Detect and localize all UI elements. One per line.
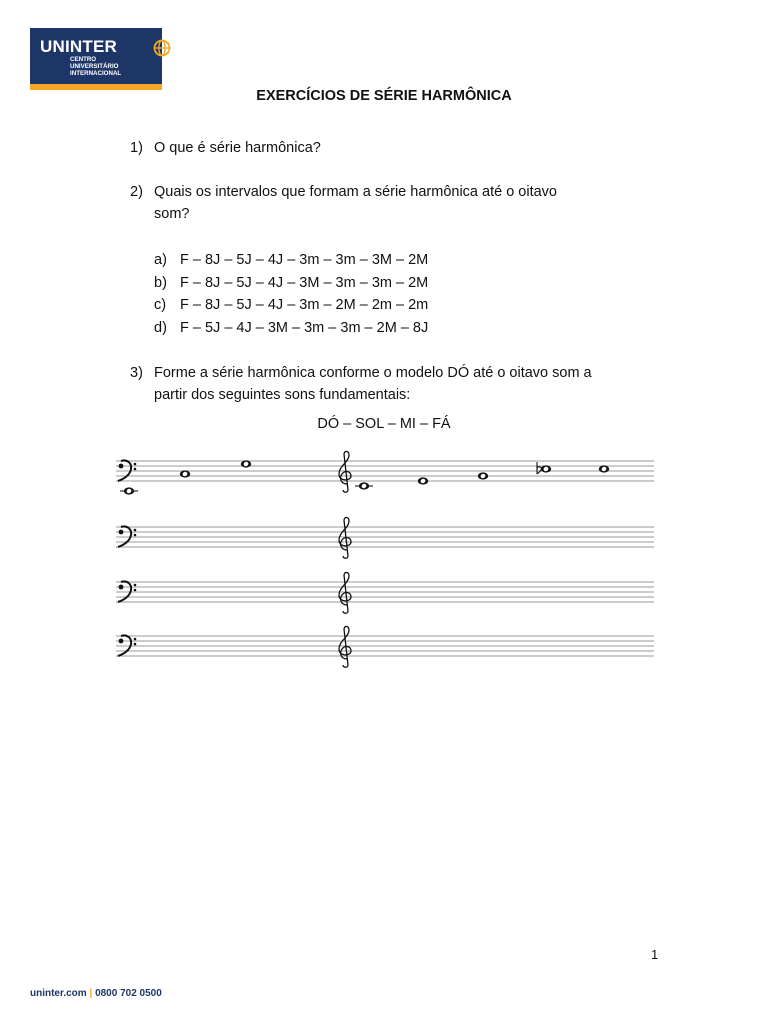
footer-site: uninter.com <box>30 988 87 999</box>
footer-contact <box>30 988 162 999</box>
question-text: Forme a série harmônica conforme o modelo DÓ até o oitavo som a <box>154 365 592 381</box>
question-text-continued: som? <box>154 206 190 222</box>
option-text: F – 5J – 4J – 3M – 3m – 3m – 2M – 8J <box>180 320 429 336</box>
option-letter: c) <box>154 297 167 313</box>
logo-subtitle: CENTRO UNIVERSITÁRIO INTERNACIONAL <box>70 56 122 77</box>
whole-note-icon <box>180 470 190 477</box>
staff-3 <box>116 582 654 602</box>
footer-phone: 0800 702 0500 <box>95 988 162 999</box>
whole-note-icon <box>478 472 488 479</box>
option-text: F – 8J – 5J – 4J – 3m – 3m – 3M – 2M <box>180 252 429 268</box>
option-letter: d) <box>154 320 167 336</box>
staff-4 <box>116 636 654 656</box>
question-text: Quais os intervalos que formam a série harmônica até o oitavo <box>154 184 557 200</box>
question-number: 2) <box>130 184 143 200</box>
logo-brand: UNINTER <box>40 37 117 56</box>
whole-note-icon <box>418 477 428 484</box>
treble-clef-icon <box>339 517 351 558</box>
treble-clef-icon <box>339 451 351 492</box>
fundamentals-list: DÓ – SOL – MI – FÁ <box>317 416 451 432</box>
option-text: F – 8J – 5J – 4J – 3M – 3m – 3m – 2M <box>180 275 429 291</box>
whole-note-icon <box>599 465 609 472</box>
staff-1 <box>116 461 654 481</box>
question-text: O que é série harmônica? <box>154 140 321 156</box>
treble-clef-icon <box>339 572 351 613</box>
question-number: 3) <box>130 365 143 381</box>
whole-note-icon <box>541 465 551 472</box>
option-letter: a) <box>154 252 167 268</box>
question-number: 1) <box>130 140 143 156</box>
option-text: F – 8J – 5J – 4J – 3m – 2M – 2m – 2m <box>180 297 429 313</box>
page-title: EXERCÍCIOS DE SÉRIE HARMÔNICA <box>256 88 512 104</box>
whole-note-icon <box>359 482 369 489</box>
question-text-continued: partir dos seguintes sons fundamentais: <box>154 387 411 403</box>
footer-separator: | <box>89 988 93 999</box>
flat-icon <box>537 462 541 474</box>
page-number: 1 <box>651 947 659 962</box>
staff-2 <box>116 527 654 547</box>
treble-clef-icon <box>339 626 351 667</box>
whole-note-icon <box>124 487 134 494</box>
option-letter: b) <box>154 275 167 291</box>
whole-note-icon <box>241 460 251 467</box>
